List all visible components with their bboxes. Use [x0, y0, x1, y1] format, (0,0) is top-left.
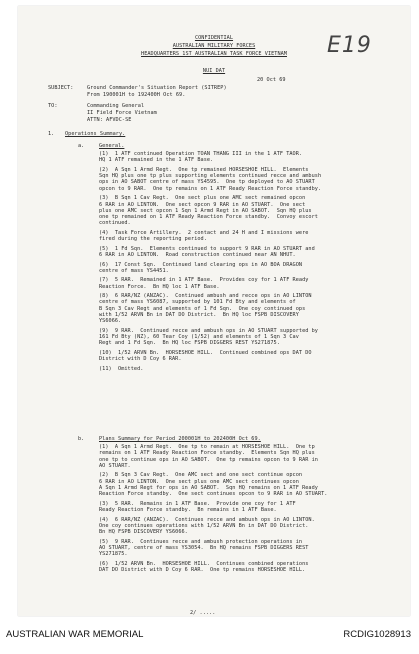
to-line-3: ATTN: AFVDC-SE [87, 117, 132, 123]
paragraph-line: (5) 1 Fd Sqn. Elements continued to support 9 RAR in AO STUART and [99, 245, 315, 252]
paragraph-line: (9) 9 RAR. Continued recce and ambush ops in AO STUART supported by [99, 327, 318, 334]
footer-archive: AUSTRALIAN WAR MEMORIAL [6, 629, 144, 640]
classification-top: CONFIDENTIAL [194, 35, 234, 41]
part-a-letter: a. [78, 143, 85, 149]
paragraph-line: 6 RAR in AO LINTON. One sect plus one AMC sect continues opcon [99, 478, 299, 485]
part-b-letter: b. [78, 436, 85, 442]
paragraph-line: opcon to 9 RAR. One tp remains on 1 ATF Ready Reaction Force standby. [99, 185, 322, 192]
paragraph-line: plus one AMC sect opcon 1 Sqn 1 Armd Regt in AO SABOT. Sqn HQ plus [99, 207, 312, 214]
date: 20 Oct 69 [257, 77, 286, 83]
paragraph-line: continued. [99, 220, 131, 227]
paragraph-line: Ready Reaction Force standby. Bn remains in 1 ATF Base. [99, 507, 277, 514]
paragraph-line: YS6066. [99, 318, 122, 325]
paragraph-line: (3) 5 RAR. Remains in 1 ATF Base. Provide one coy for 1 ATF [99, 500, 296, 507]
org-line-2: HEADQUARTERS 1ST AUSTRALIAN TASK FORCE VIETNAM [141, 51, 287, 57]
paragraph-line: (3) B Sqn 1 Cav Regt. One sect plus one AMC sect remained opcon [99, 195, 306, 202]
paragraph-line: (6) 17 Const Sqn. Continued land clearing ops in AO BOA DRAGON [99, 261, 303, 268]
paragraph-line: Reaction Force. Bn HQ loc 1 ATF Base. [99, 283, 220, 290]
part-b-title: Plans Summary for Period 200001H to 202400H Oct 69. [99, 436, 261, 442]
subject-line-1: Ground Commander's Situation Report (SITREP) [87, 85, 227, 91]
paragraph-line: (6) 1/52 ARVN Bn. HORSESHOE HILL. Continues combined operations [99, 560, 309, 567]
paragraph-line: District with D Coy 6 RAR. [99, 356, 182, 363]
paragraph-line: fired during the reporting period. [99, 236, 207, 243]
paragraph-line: Reaction Force standby. One sect continues opcon to 9 RAR in AO STUART. [99, 491, 328, 498]
paragraph-line: AO STUART, centre of mass YS3054. Bn HQ remains FSPB DIGGERS REST [99, 545, 309, 551]
paragraph-line: (4) Task Force Artillery. 2 contact and 24 H and I missions were [99, 229, 309, 236]
paragraph-line: centre of mass YS4451. [99, 267, 169, 274]
part-a-title: General. [99, 143, 125, 149]
folio-number: E19 [327, 33, 372, 58]
paragraph-line: (5) 9 RAR. Continues recce and ambush protection operations in [99, 538, 303, 545]
paragraph-line: (2) A Sqn 1 Armd Regt. One tp remained HORSESHOE HILL. Elements [99, 166, 309, 173]
paragraph-line: Sqn HQ plus one tp plus supporting elements continued recce and ambush [99, 173, 322, 180]
paragraph-line: HQ 1 ATF remained in the 1 ATF Base. [99, 157, 214, 164]
paragraph-line: (11) Omitted. [99, 365, 144, 372]
paragraph-line: YS271875. [99, 551, 128, 558]
paragraph-line: one tp remained on 1 ATF Ready Reaction Force standby. Convoy escort [99, 214, 318, 221]
footer-reference: RCDIG1028913 [343, 629, 411, 640]
paragraph-line: AO STUART. [99, 462, 131, 469]
paragraph-line: ops in AO SABOT centre of mass YS4595. One tp deployed to AO STUART [99, 179, 315, 186]
section-title: Operations Summary. [65, 131, 126, 137]
paragraph-line: 6 RAR in AO LINTON. Road construction continued near AN NHUT. [99, 252, 296, 258]
paragraph-line: 6 RAR in AO LINTON. One sect opcon 9 RAR in AO STUART. One sect [99, 201, 306, 208]
place: NUI DAT [202, 68, 226, 74]
to-label: TO: [48, 103, 58, 109]
to-line-2: II Field Force Vietnam [87, 110, 157, 116]
paragraph-line: Regt and 1 Fd Sqn. Bn HQ loc FSPB DIGGERS REST YS271875. [99, 340, 280, 347]
paragraph-line: (7) 5 RAR. Remained in 1 ATF Base. Provides coy for 1 ATF Ready [99, 277, 309, 284]
paragraph-line: (1) 1 ATF continued Operation TOAN THANG III in the 1 ATF TAOR. [99, 151, 303, 157]
paragraph-line: Bn HQ FSPB DISCOVERY YS6066. [99, 529, 188, 536]
paragraph-line: (4) 6 RAR/NZ (ANZAC). Continues recce and ambush ops in AO LINTON. [99, 516, 315, 523]
subject-label: SUBJECT: [48, 85, 74, 91]
section-number: 1. [48, 131, 55, 137]
paragraph-line: 161 Fd Bty (NZ), 60 Tear Coy (1/52) and elements of 1 Sqn 3 Cav [99, 334, 299, 341]
paragraph-line: one tp to continue ops in AO SABOT. One tp remains opcon to 9 RAR in [99, 456, 318, 463]
paragraph-line: (2) B Sqn 3 Cav Regt. One AMC sect and one sect continue opcon [99, 472, 303, 479]
to-line-1: Commanding General [87, 103, 145, 109]
paragraph-line: remains on 1 ATF Ready Reaction Force standby. Elements Sqn HQ plus [99, 450, 315, 457]
paragraph-line: A Sqn 1 Armd Regt for ops in AO SABOT. Sqn HQ remains on 1 ATF Ready [99, 485, 318, 491]
paragraph-line: B Sqn 3 Cav Regt and elements of 1 Fd Sqn. One coy continued ops [99, 305, 306, 312]
paragraph-line: One coy continues operations with 1/52 ARVN Bn in DAT DO District. [99, 522, 309, 529]
paragraph-line: with 1/52 ARVN Bn in DAT DO District. Bn HQ loc FSPB DISCOVERY [99, 312, 299, 318]
continuation-mark: 2/ ..... [190, 610, 216, 616]
paragraph-line: (1) A Sqn 1 Armd Regt. One tp to remain at HORSESHOE HILL. One tp [99, 444, 315, 450]
paragraph-line: DAT DO District with D Coy 6 RAR. One tp remains HORSESHOE HILL. [99, 567, 306, 574]
paragraph-line: centre of mass YS6087, supported by 101 Fd Bty and elements of [99, 299, 296, 306]
subject-line-2: From 190001H to 192400H Oct 69. [87, 92, 186, 98]
org-line-1: AUSTRALIAN MILITARY FORCES [172, 43, 256, 49]
paragraph-line: (8) 6 RAR/NZ (ANZAC). Continued ambush and recce ops in AO LINTON [99, 293, 312, 300]
paragraph-line: (10) 1/52 ARVN Bn. HORSESHOE HILL. Continued combined ops DAT DO [99, 349, 312, 356]
